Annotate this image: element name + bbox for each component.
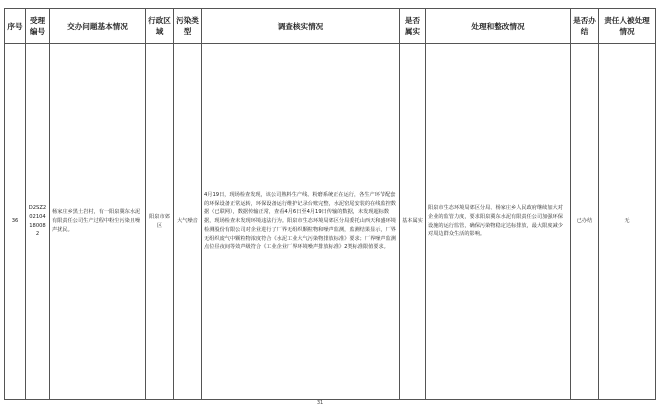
cell-issue: 杨家庄乡黑土岩村，有一阳泉冀东水泥有限责任公司生产过程中粉尘污染且噪声扰民。	[50, 44, 146, 400]
header-case-no: 受理编号	[26, 9, 50, 44]
cell-closed: 已办结	[571, 44, 599, 400]
header-accountability: 责任人被处理情况	[599, 9, 656, 44]
cell-accountability: 无	[599, 44, 656, 400]
cell-verified: 基本属实	[400, 44, 426, 400]
header-region: 行政区域	[146, 9, 174, 44]
cell-seq: 36	[5, 44, 26, 400]
case-table	[4, 8, 656, 400]
header-handling: 处理和整改情况	[426, 9, 571, 44]
header-investigation: 调查核实情况	[202, 9, 400, 44]
header-closed: 是否办结	[571, 9, 599, 44]
table-row	[5, 44, 656, 400]
header-seq: 序号	[5, 9, 26, 44]
header-issue: 交办问题基本情况	[50, 9, 146, 44]
cell-investigation: 4月19日，现场检查发现，该公司熟料生产线、粉磨系统正在运行，各生产环节配套的环保设备正常运转，环保设备运行维护记录台账完整，水泥窑尾安装的在线监控数据（已联网），数据传输正常，查看4月6日至4月19日传输的数据，未发现超标数据，现场检查未发现环境违法行为。阳泉市生态环境局郊区分局委托山西天和盛环境检测股份有限公司对企业进行了厂界无组织颗粒物和噪声监测，监测结果显示，厂界无组织废气中颗粒物浓度符合《水泥工业大气污染物排放标准》要求；厂界噪声监测点位昼夜间等效声级符合《工业企业厂界环境噪声排放标准》2类标准限值要求。	[202, 44, 400, 400]
header-pollution-type: 污染类型	[174, 9, 202, 44]
page-number: 31	[316, 400, 324, 406]
cell-region: 阳泉市郊区	[146, 44, 174, 400]
cell-handling: 阳泉市生态环境局郊区分局、杨家庄乡人民政府继续加大对企业的监管力度，要求阳泉冀东水泥有限责任公司加强环保设施的运行监管，确保污染物稳定达标排放，最大限度减少对周边群众生活的影响。	[426, 44, 571, 400]
cell-case-no: D2SZ202104180082	[26, 44, 50, 400]
header-verified: 是否属实	[400, 9, 426, 44]
table-header-row	[5, 9, 656, 44]
cell-pollution-type: 大气噪音	[174, 44, 202, 400]
